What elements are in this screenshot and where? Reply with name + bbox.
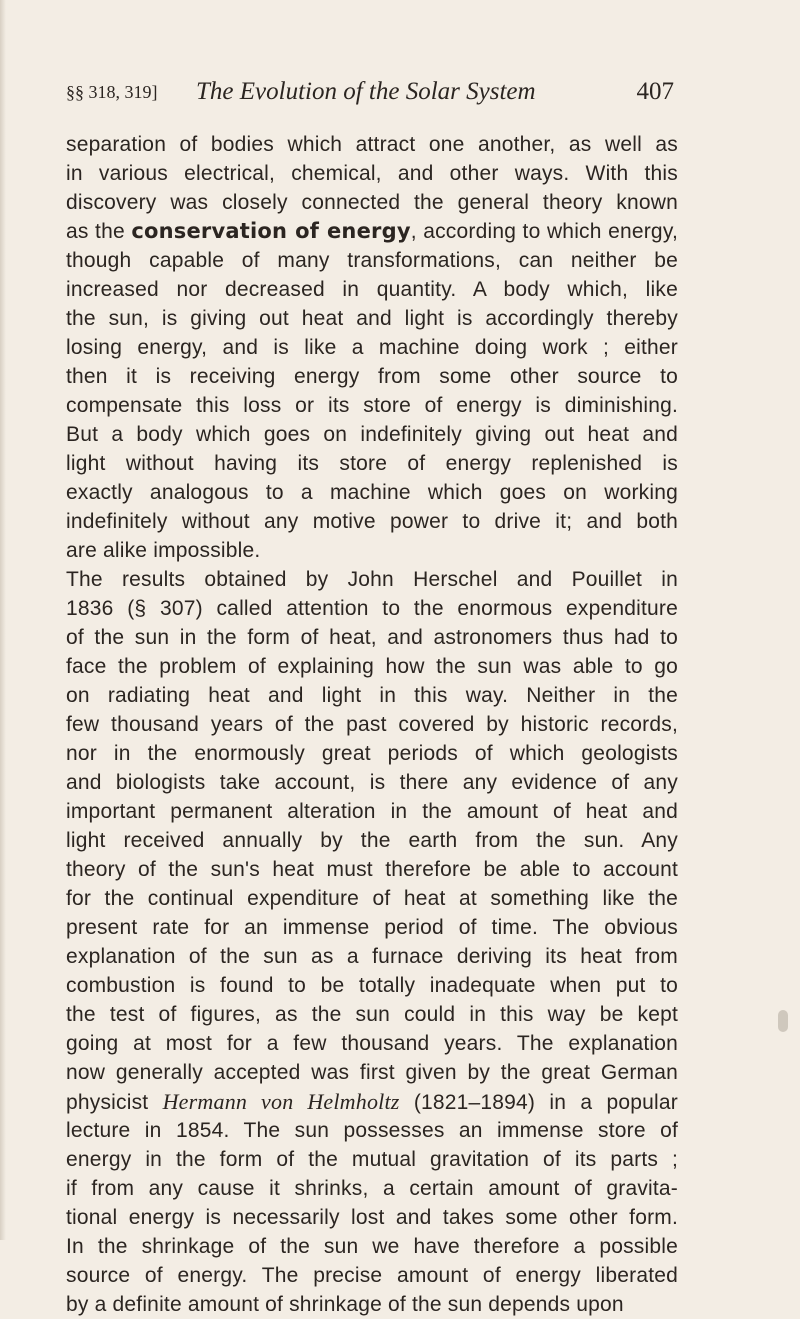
text-run: the sun, is giving out heat and light is accordingly thereby — [66, 307, 678, 330]
text-line — [66, 478, 678, 507]
running-header — [66, 78, 674, 108]
text-run: as the — [66, 220, 132, 243]
text-line — [66, 1087, 678, 1116]
text-run: losing energy, and is like a machine doing work ; either — [66, 336, 678, 359]
text-line — [66, 826, 678, 855]
text-line — [66, 1058, 678, 1087]
text-line — [66, 594, 678, 623]
text-run: explanation of the sun as a furnace deriving its heat from — [66, 945, 678, 968]
text-line — [66, 536, 678, 565]
bold-term: conservation of energy — [131, 219, 411, 243]
text-line — [66, 884, 678, 913]
text-run: (1821–1894) in a popular — [399, 1091, 678, 1114]
text-run: In the shrinkage of the sun we have therefore a possible — [66, 1235, 678, 1258]
text-run: The results obtained by John Herschel and Pouillet in — [66, 568, 678, 591]
text-line — [66, 1203, 678, 1232]
text-line — [66, 449, 678, 478]
text-line — [66, 768, 678, 797]
section-reference: §§ 318, 319] — [66, 82, 158, 102]
page-number: 407 — [636, 78, 674, 105]
text-run: important permanent alteration in the amount of heat and — [66, 800, 678, 823]
text-line — [66, 362, 678, 391]
text-line — [66, 275, 678, 304]
text-run: going at most for a few thousand years. The explanation — [66, 1032, 678, 1055]
text-run: few thousand years of the past covered by historic records, — [66, 713, 678, 736]
text-run: the test of figures, as the sun could in this way be kept — [66, 1003, 678, 1026]
text-line — [66, 304, 678, 333]
text-run: combustion is found to be totally inadequate when put to — [66, 974, 678, 997]
text-run: light received annually by the earth from the sun. Any — [66, 829, 678, 852]
text-line — [66, 797, 678, 826]
text-line — [66, 246, 678, 275]
text-line — [66, 333, 678, 362]
text-run: 1836 (§ 307) called attention to the enormous expenditure — [66, 597, 678, 620]
text-run: But a body which goes on indefinitely giving out heat and — [66, 423, 678, 446]
text-line — [66, 1261, 678, 1290]
text-run: source of energy. The precise amount of energy liberated — [66, 1264, 678, 1287]
text-line — [66, 942, 678, 971]
text-line — [66, 188, 678, 217]
text-line — [66, 507, 678, 536]
text-line — [66, 855, 678, 884]
text-run: theory of the sun's heat must therefore be able to account — [66, 858, 678, 881]
text-run: by a definite amount of shrinkage of the sun depends upon — [66, 1293, 624, 1316]
text-line — [66, 565, 678, 594]
text-run: for the continual expenditure of heat at something like the — [66, 887, 678, 910]
text-run: , according to which energy, — [410, 220, 678, 243]
text-run: light without having its store of energy replenished is — [66, 452, 678, 475]
text-run: are alike impossible. — [66, 539, 261, 562]
page-edge-shadow — [0, 0, 6, 1240]
text-run: tional energy is necessarily lost and takes some other form. — [66, 1206, 678, 1229]
text-run: present rate for an immense period of time. The obvious — [66, 916, 678, 939]
text-run: separation of bodies which attract one another, as well as — [66, 133, 678, 156]
text-line — [66, 1116, 678, 1145]
text-run: compensate this loss or its store of energy is diminishing. — [66, 394, 678, 417]
text-run: of the sun in the form of heat, and astronomers thus had to — [66, 626, 678, 649]
text-run: and biologists take account, is there any evidence of any — [66, 771, 678, 794]
text-run: discovery was closely connected the general theory known — [66, 191, 678, 214]
body-text — [66, 130, 678, 1319]
text-line — [66, 391, 678, 420]
text-run: now generally accepted was first given by the great German — [66, 1061, 678, 1084]
italic-name: Hermann von Helmholtz — [162, 1089, 400, 1114]
text-line — [66, 739, 678, 768]
text-line — [66, 1145, 678, 1174]
text-line — [66, 623, 678, 652]
text-run: if from any cause it shrinks, a certain amount of gravita- — [66, 1177, 678, 1200]
text-run: lecture in 1854. The sun possesses an immense store of — [66, 1119, 678, 1142]
paper-blemish — [778, 1010, 788, 1032]
text-line — [66, 971, 678, 1000]
text-line — [66, 1029, 678, 1058]
text-line — [66, 710, 678, 739]
text-run: increased nor decreased in quantity. A body which, like — [66, 278, 678, 301]
text-run: indefinitely without any motive power to drive it; and both — [66, 510, 678, 533]
text-line — [66, 681, 678, 710]
chapter-title: The Evolution of the Solar System — [196, 78, 536, 105]
text-run: energy in the form of the mutual gravitation of its parts ; — [66, 1148, 678, 1171]
text-line — [66, 420, 678, 449]
text-line — [66, 130, 678, 159]
text-run: on radiating heat and light in this way. Neither in the — [66, 684, 678, 707]
text-run: exactly analogous to a machine which goes on working — [66, 481, 678, 504]
text-line — [66, 159, 678, 188]
text-line — [66, 217, 678, 246]
text-run: then it is receiving energy from some other source to — [66, 365, 678, 388]
text-run: though capable of many transformations, can neither be — [66, 249, 678, 272]
text-line — [66, 1290, 678, 1319]
text-run: nor in the enormously great periods of which geologists — [66, 742, 678, 765]
text-run: in various electrical, chemical, and other ways. With this — [66, 162, 678, 185]
text-line — [66, 1000, 678, 1029]
text-line — [66, 1174, 678, 1203]
text-line — [66, 1232, 678, 1261]
text-line — [66, 652, 678, 681]
text-line — [66, 913, 678, 942]
text-run: physicist — [66, 1091, 163, 1114]
text-run: face the problem of explaining how the sun was able to go — [66, 655, 678, 678]
